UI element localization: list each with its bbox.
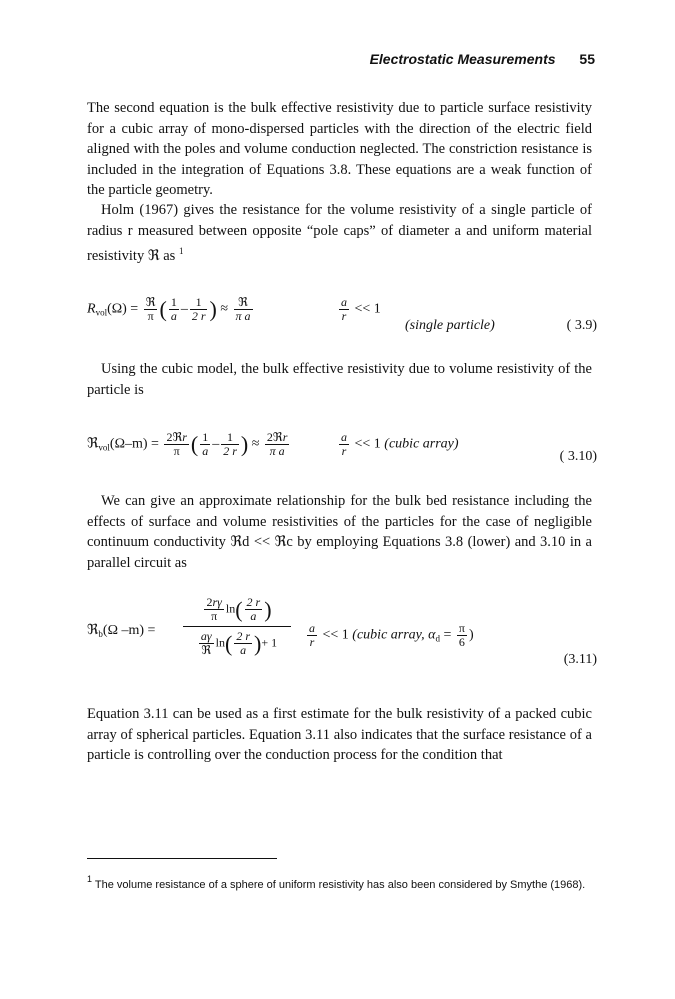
footnote-text: The volume resistance of a sphere of uniform resistivity has also been considered by Smythe (1968). xyxy=(94,879,586,891)
equation-3-11 xyxy=(87,596,597,676)
eq311-fraction: $\frac{2r\gamma}{\pi}$ ln( $\frac{2 r}{a}$ ) $\frac{a\gamma}{\text{ℜ}}$ ln( $\frac{2 r}{a}$ )+ 1 xyxy=(183,596,291,657)
paragraph-3: Using the cubic model, the bulk effective resistivity due to volume resistivity of the particle is xyxy=(87,361,592,398)
eq39-expression: $R_{vol}(\Omega)$ = $\frac{\text{ℜ}}{\pi}$ ( $\frac{1}{a}$ – $\frac{1}{2 r}$ ) ≈ $\frac{\text{ℜ}}{\text{π a}}$ xyxy=(87,295,251,323)
footnote xyxy=(87,872,597,893)
eq311-number: (3.11) xyxy=(563,652,597,667)
paragraph-2-text: Holm (1967) gives the resistance for the volume resistivity of a single particle of radius r measured between opposite “pole caps” of diameter a and uniform material resistivity ℜ as xyxy=(87,202,592,265)
paragraph-2 xyxy=(87,200,592,267)
eq39-note: (single particle) xyxy=(405,318,495,333)
eq310-condition: $\frac{a}{r}$ << 1 (cubic array) xyxy=(341,430,459,458)
equation-3-10 xyxy=(87,425,597,485)
footnote-mark: 1 xyxy=(87,874,93,884)
eq39-number: ( 3.9) xyxy=(566,318,597,333)
page-number: 55 xyxy=(579,51,595,67)
eq39-condition: $\frac{a}{r}$ << 1 xyxy=(341,295,381,323)
eq311-expression: ℜ$_b$(Ω –m) = xyxy=(87,623,156,639)
footnote-ref-1: 1 xyxy=(178,246,184,257)
paragraph-1: The second equation is the bulk effective resistivity due to particle surface resistivity for a cubic array of mono-dispersed particles with the direction of the electric field aligned with the poles and volume conduction neglected. The constriction resistance is included in the integration of Equations 3.8. These equations are a weak function of the particle geometry. xyxy=(87,100,592,199)
equation-3-9 xyxy=(87,290,597,350)
running-header xyxy=(370,51,595,67)
eq310-number: ( 3.10) xyxy=(559,449,597,464)
eq310-expression: ℜ$_{vol}$(Ω–m) = $\frac{\text{2ℜr}}{\pi}$ ( $\frac{1}{a}$ – $\frac{1}{2 r}$ ) ≈ $\frac{\text{2ℜr}}{\text{π a}}$ xyxy=(87,430,288,458)
paragraph-5: Equation 3.11 can be used as a first estimate for the bulk resistivity of a packed cubic array of spherical particles. Equation 3.11 also indicates that the surface resistance of a particle is controlling over the conduction process for the condition that xyxy=(87,706,592,764)
paragraph-4: We can give an approximate relationship for the bulk bed resistance including the effects of surface and volume resistivities of the particles for the case of negligible continuum conductivity ℜd << ℜc by employing Equations 3.8 (lower) and 3.10 in a parallel circuit as xyxy=(87,493,592,571)
running-header-title: Electrostatic Measurements xyxy=(369,51,556,67)
eq311-condition: $\frac{a}{r}$ << 1 (cubic array, $\alpha_d$ = $\frac{\pi}{6}$ ) xyxy=(309,621,474,649)
footnote-divider xyxy=(87,858,277,859)
